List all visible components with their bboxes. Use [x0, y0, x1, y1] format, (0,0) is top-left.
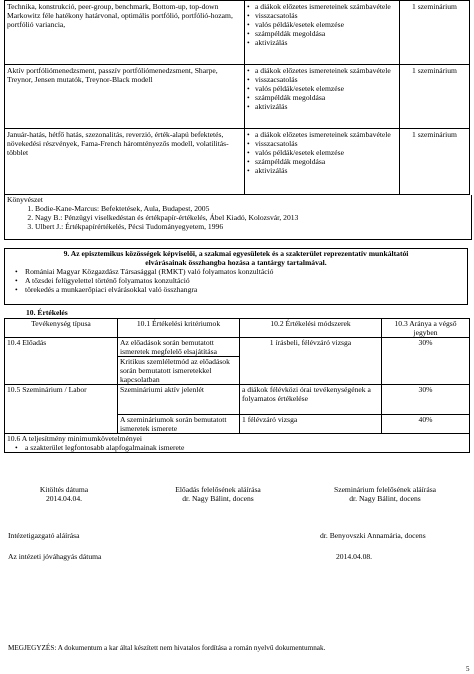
criteria-cell: Az előadások során bemutatott ismeretek megfelelő elsajátítása — [118, 338, 240, 357]
criteria-cell: A szemináriumok során bemutatott ismeretek ismerete — [118, 415, 240, 434]
min-requirement-text: a szakterület legfontosabb alapfogalmainak ismerete — [25, 443, 185, 452]
director-name: dr. Benyovszki Annamária, docens — [320, 531, 426, 540]
min-requirements-cell — [5, 434, 470, 453]
seminar-table — [4, 0, 470, 195]
ratio-cell: 40% — [382, 415, 470, 434]
table-row — [5, 1, 470, 65]
table-row — [5, 65, 470, 129]
activities-cell — [245, 1, 400, 65]
criteria-cell: Kritikus szemléletmód az előadások során bemutatott ismeretekkel kapcsolatban — [118, 357, 240, 385]
list-item: • A tőzsdei felügyelettel történő folyamatos konzultáció — [15, 276, 467, 285]
list-item: 1. Bodie-Kane-Marcus: Befektetések, Aula, Budapest, 2005 — [35, 204, 469, 213]
header-cell: 10.3 Aránya a végső jegyben — [382, 319, 470, 338]
list-item: • Romániai Magyar Közgazdász Társasággal (RMKT) való folyamatos konzultáció — [15, 267, 467, 276]
lecturer-label: Előadás felelősének aláírása — [175, 485, 261, 494]
list-item: • valós példák/esetek elemzése — [247, 148, 397, 157]
table-row — [5, 385, 470, 415]
list-item: • a diákok előzetes ismereteinek számbavétele — [247, 2, 397, 11]
table-row — [5, 434, 470, 453]
list-item: 2. Nagy B.: Pénzügyi viselkedéstan és értékpapír-értékelés, Ábel Kiadó, Kolozsvár, 2013 — [35, 213, 469, 222]
seminar-signature-block — [305, 485, 465, 503]
approval-label: Az intézeti jóváhagyás dátuma — [8, 552, 102, 561]
table-row — [5, 338, 470, 357]
fill-date: 2014.04.04. — [45, 494, 83, 503]
list-item: • aktivizálás — [247, 166, 397, 175]
min-requirements-title: 10.6 A teljesítmény minimumkövetelményei — [7, 434, 142, 443]
footnote: MEGJEGYZÉS: A dokumentum a kar által készített nem hivatalos fordítása a román nyelvű dokumentumnak. — [8, 644, 326, 652]
fill-date-label: Kitöltés dátuma — [39, 485, 89, 494]
header-cell: 10.2 Értékelési módszerek — [240, 319, 382, 338]
evaluation-title: 10. Értékelés — [26, 308, 68, 317]
header-cell: Tevékenység típusa — [5, 319, 118, 338]
method-cell: a diákok félévközi órai tevékenységének a folyamatos értékelése — [240, 385, 382, 415]
section-9 — [4, 248, 468, 305]
activities-cell — [245, 129, 400, 195]
list-item — [7, 443, 467, 452]
hours-cell: 1 szeminárium — [400, 1, 470, 65]
topic-cell: Technika, konstrukció, peer-group, benchmark, Bottom-up, top-down Markowitz féle hatékony határvonal, optimális portfólió, portfólió-hozam, portfólió variancia, — [5, 1, 245, 65]
section-9-heading: 9. Az episztemikus közösségek képviselői, a szakmai egyesületek és a szakterület reprezentatív munkáltatói elvárásainak összhangba hozása a tantárgy tartalmával. — [63, 249, 409, 267]
table-row — [5, 129, 470, 195]
list-item: • a diákok előzetes ismereteinek számbavétele — [247, 66, 397, 75]
method-cell: 1 írásbeli, félévzáró vizsga — [240, 338, 382, 385]
table-row — [5, 319, 470, 338]
bullet-icon: • — [15, 443, 18, 452]
seminar-name: dr. Nagy Bálint, docens — [349, 494, 421, 503]
lecturer-signature-block — [148, 485, 288, 503]
list-item: • a diákok előzetes ismereteinek számbavétele — [247, 130, 397, 139]
topic-cell: Aktív portfóliómenedzsment, passzív portfóliómenedzsment, Sharpe, Treynor, Jensen mutatók, Treynor-Black modell — [5, 65, 245, 129]
list-item: • aktivizálás — [247, 38, 397, 47]
seminar-label: Szeminárium felelősének aláírása — [333, 485, 437, 494]
list-item: • számpéldák megoldása — [247, 29, 397, 38]
activities-cell — [245, 65, 400, 129]
list-item: • visszacsatolás — [247, 139, 397, 148]
list-item: • visszacsatolás — [247, 11, 397, 20]
lecturer-name: dr. Nagy Bálint, docens — [182, 494, 254, 503]
criteria-cell: Szemináriumi aktív jelenlét — [118, 385, 240, 415]
director-label: Intézetigazgató aláírása — [8, 531, 80, 540]
topic-cell: Január-hatás, hétfő hatás, szezonalitás, reverzió, érték-alapú befektetés, növekedési részvények, Fama-French háromtényezős modell, volatilitás-többlet — [5, 129, 245, 195]
list-item: • aktivizálás — [247, 102, 397, 111]
fill-date-block — [14, 485, 114, 503]
bibliography — [4, 195, 472, 240]
hours-cell: 1 szeminárium — [400, 65, 470, 129]
method-cell: 1 félévzáró vizsga — [240, 415, 382, 434]
list-item: • valós példák/esetek elemzése — [247, 20, 397, 29]
list-item: • számpéldák megoldása — [247, 93, 397, 102]
evaluation-table — [4, 318, 470, 453]
type-cell: 10.4 Előadás — [5, 338, 118, 385]
hours-cell: 1 szeminárium — [400, 129, 470, 195]
page-number: 5 — [466, 665, 470, 673]
ratio-cell: 30% — [382, 385, 470, 415]
list-item: • törekedés a munkaerőpiaci elvárásokkal való összhangra — [15, 285, 467, 294]
bibliography-title: Könyvészet — [7, 195, 43, 204]
header-cell: 10.1 Értékelési kritériumok — [118, 319, 240, 338]
list-item: • számpéldák megoldása — [247, 157, 397, 166]
type-cell: 10.5 Szeminárium / Labor — [5, 385, 118, 434]
approval-date: 2014.04.08. — [336, 552, 373, 561]
list-item: 3. Ulbert J.: Értékpapírértékelés, Pécsi Tudományegyetem, 1996 — [35, 222, 469, 231]
ratio-cell: 30% — [382, 338, 470, 385]
list-item: • valós példák/esetek elemzése — [247, 84, 397, 93]
list-item: • visszacsatolás — [247, 75, 397, 84]
